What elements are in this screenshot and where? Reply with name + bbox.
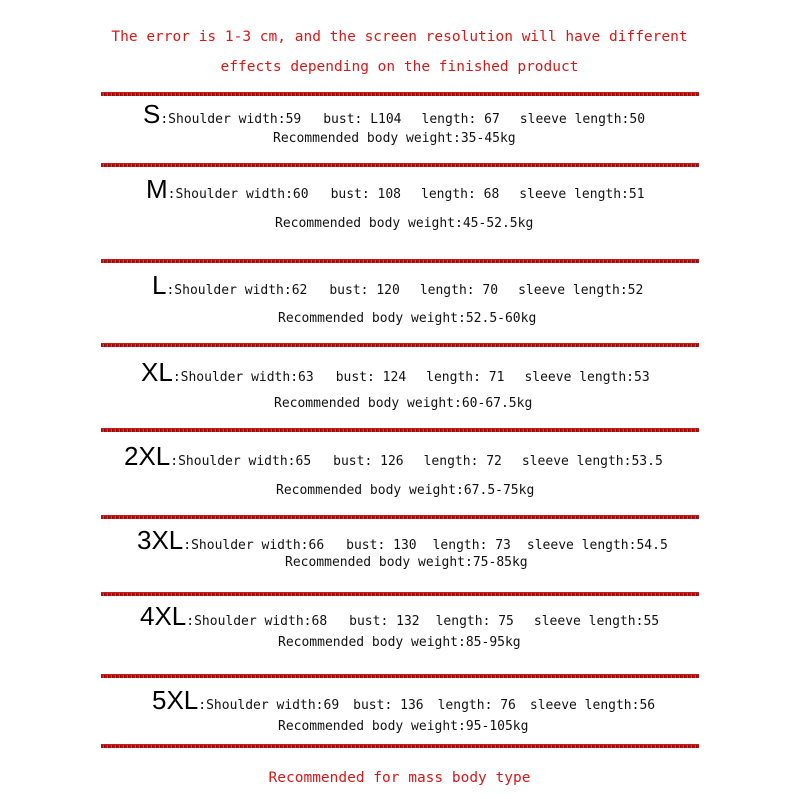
size-label: L: [152, 270, 167, 300]
size-label: 3XL: [137, 525, 184, 555]
shoulder-width: Shoulder width:60: [175, 187, 309, 202]
disclaimer-line-2: effects depending on the finished product: [220, 59, 579, 75]
divider: [101, 674, 699, 678]
recommended-weight-s: Recommended body weight:35-45kg: [273, 131, 516, 146]
disclaimer-header: [0, 22, 799, 82]
size-label: 2XL: [124, 441, 171, 471]
shoulder-width: Shoulder width:68: [194, 614, 328, 629]
recommended-weight-2xl: Recommended body weight:67.5-75kg: [276, 483, 535, 498]
divider: [101, 592, 699, 596]
shoulder-width: Shoulder width:66: [191, 538, 325, 553]
bust: bust: 108: [330, 187, 402, 202]
size-row-3xl: 3XL : Shoulder width:66 bust: 130 length: 73 sleeve length:54.5: [137, 525, 668, 555]
length: length: 75: [435, 614, 514, 629]
size-label: XL: [141, 357, 173, 387]
size-label: 5XL: [152, 685, 199, 715]
size-row-xl: XL : Shoulder width:63 bust: 124 length: 71 sleeve length:53: [141, 357, 650, 387]
recommended-weight-m: Recommended body weight:45-52.5kg: [275, 216, 534, 231]
sleeve-length: sleeve length:54.5: [526, 538, 668, 553]
shoulder-width: Shoulder width:59: [168, 112, 302, 127]
recommended-weight-l: Recommended body weight:52.5-60kg: [278, 311, 537, 326]
size-row-4xl: 4XL : Shoulder width:68 bust: 132 length: 75 sleeve length:55: [140, 601, 660, 631]
divider: [101, 428, 699, 432]
length: length: 73: [432, 538, 511, 553]
disclaimer-line-1: The error is 1-3 cm, and the screen resolution will have different: [111, 29, 688, 45]
sleeve-length: sleeve length:50: [519, 112, 646, 127]
length: length: 68: [421, 187, 500, 202]
footer-note: Recommended for mass body type: [268, 770, 531, 786]
recommended-weight-xl: Recommended body weight:60-67.5kg: [274, 396, 533, 411]
size-label: M: [146, 174, 168, 204]
divider: [101, 515, 699, 519]
divider: [101, 744, 699, 748]
sleeve-length: sleeve length:55: [533, 614, 660, 629]
bust: bust: 130: [346, 538, 417, 553]
size-row-s: S : Shoulder width:59 bust: L104 length: 67 sleeve length:50: [143, 99, 646, 129]
divider: [101, 259, 699, 263]
sleeve-length: sleeve length:52: [518, 283, 644, 298]
recommended-weight-4xl: Recommended body weight:85-95kg: [278, 635, 521, 650]
shoulder-width: Shoulder width:62: [174, 283, 308, 298]
size-row-m: M : Shoulder width:60 bust: 108 length: 68 sleeve length:51: [146, 174, 645, 204]
shoulder-width: Shoulder width:63: [180, 370, 314, 385]
divider: [101, 343, 699, 347]
size-row-l: L : Shoulder width:62 bust: 120 length: 70 sleeve length:52: [152, 270, 644, 300]
sleeve-length: sleeve length:51: [519, 187, 645, 202]
length: length: 72: [423, 454, 502, 469]
length: length: 70: [419, 283, 499, 298]
divider: [101, 163, 699, 167]
bust: bust: 132: [349, 614, 420, 629]
bust: bust: 136: [353, 698, 424, 713]
sleeve-length: sleeve length:53.5: [521, 454, 663, 469]
size-label: S: [143, 99, 161, 129]
sleeve-length: sleeve length:56: [529, 698, 656, 713]
shoulder-width: Shoulder width:65: [178, 454, 312, 469]
size-label: 4XL: [140, 601, 187, 631]
size-row-2xl: 2XL : Shoulder width:65 bust: 126 length: 72 sleeve length:53.5: [124, 441, 663, 471]
bust: bust: 120: [329, 283, 400, 298]
divider: [101, 92, 699, 96]
sleeve-length: sleeve length:53: [524, 370, 650, 385]
bust: bust: 124: [335, 370, 407, 385]
length: length: 71: [426, 370, 505, 385]
bust: bust: L104: [323, 112, 402, 127]
bust: bust: 126: [333, 454, 404, 469]
length: length: 76: [437, 698, 516, 713]
recommended-weight-3xl: Recommended body weight:75-85kg: [285, 555, 528, 570]
length: length: 67: [421, 112, 500, 127]
recommended-weight-5xl: Recommended body weight:95-105kg: [278, 719, 529, 734]
size-row-5xl: 5XL : Shoulder width:69 bust: 136 length: 76 sleeve length:56: [152, 685, 656, 715]
shoulder-width: Shoulder width:69: [206, 698, 340, 713]
